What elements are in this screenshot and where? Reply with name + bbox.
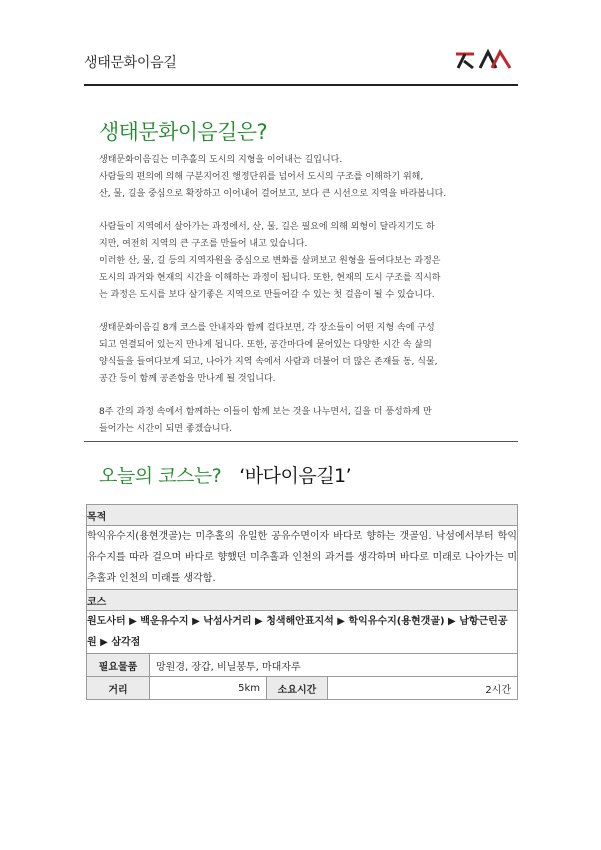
intro-line: 생태문화이음길 8개 코스를 안내자와 함께 걸다보면, 각 장소들이 어떤 지형 속에 구성 bbox=[99, 323, 435, 333]
intro-paragraph-4 bbox=[99, 404, 507, 438]
intro-paragraph-3 bbox=[99, 320, 507, 388]
purpose-label: 목적 bbox=[87, 505, 518, 526]
intro-line: 8주 간의 과정 속에서 함께하는 이들이 함께 보는 것을 나누면서, 길을 더 풍성하게 만 bbox=[99, 407, 432, 417]
course-heading-name: ‘바다이음길1’ bbox=[239, 465, 352, 487]
intro-line: 이러한 산, 물, 길 등의 지역자원을 중심으로 변화를 살펴보고 원형을 들여다보는 과정은 bbox=[99, 256, 441, 266]
intro-line: 양식들을 들여다보게 되고, 나아가 지역 속에서 사람과 더불어 더 많은 존재들 동, 식물, bbox=[99, 357, 438, 367]
time-label: 소요시간 bbox=[267, 677, 328, 700]
supplies-label: 필요물품 bbox=[87, 654, 150, 677]
header-divider bbox=[84, 84, 518, 86]
section-divider bbox=[84, 441, 518, 442]
intro-paragraph-1 bbox=[99, 152, 507, 203]
intro-line: 사람들의 편의에 의해 구분지어진 행정단위를 넘어서 도시의 구조를 이해하기 위해, bbox=[99, 172, 424, 182]
intro-line: 공간 등이 함께 공존함을 만나게 될 것입니다. bbox=[99, 374, 276, 384]
time-value: 2시간 bbox=[328, 677, 518, 700]
distance-label: 거리 bbox=[87, 677, 150, 700]
distance-value: 5km bbox=[150, 677, 267, 700]
intro-line: 생태문화이음길는 미추홀의 도시의 지형을 이어내는 길입니다. bbox=[99, 155, 343, 165]
course-heading bbox=[99, 461, 351, 488]
intro-line: 도시의 과거와 현재의 시간을 이해하는 과정이 됩니다. 또한, 현재의 도시 구조를 직시하 bbox=[99, 273, 441, 283]
intro-paragraph-2 bbox=[99, 219, 507, 304]
course-label: 코스 bbox=[87, 590, 518, 611]
intro-line: 는 과정은 도시를 보다 살기좋은 지역으로 만들어갈 수 있는 첫 걸음이 될 수 있습니다. bbox=[99, 290, 435, 300]
intro-line: 들어가는 시간이 되면 좋겠습니다. bbox=[99, 424, 233, 434]
course-heading-prefix: 오늘의 코스는? bbox=[99, 465, 222, 487]
intro-line: 지만, 여전히 지역의 큰 구조를 만들어 내고 있습니다. bbox=[99, 239, 308, 249]
intro-heading: 생태문화이음길은? bbox=[99, 120, 268, 144]
intro-line: 사람들이 지역에서 살아가는 과정에서, 산, 물, 길은 필요에 의해 외형이 달라지기도 하 bbox=[99, 222, 435, 232]
course-info-table bbox=[86, 504, 518, 700]
header-title: 생태문화이음길 bbox=[84, 55, 177, 71]
intro-line: 되고 연결되어 있는지 만나게 됩니다. 또한, 공간마다에 묻어있는 다양한 시간 속 삶의 bbox=[99, 340, 432, 350]
intro-body bbox=[99, 152, 507, 454]
purpose-text: 학익유수지(용현갯골)는 미추홀의 유일한 공유수면이자 바다로 향하는 갯골임. 낙섬에서부터 학익유수지를 따라 걸으며 바다로 향했던 미추홀과 인천의 과거를 생각하며 바다로 미래로 나아가는 미추홀과 인천의 미래를 생각함. bbox=[87, 526, 518, 590]
supplies-value: 망원경, 장갑, 비닐봉투, 마대자루 bbox=[150, 654, 518, 677]
course-route: 원도사터 ▶ 백운유수지 ▶ 낙섬사거리 ▶ 청색해안표지석 ▶ 학익유수지(용현갯골) ▶ 남항근린공원 ▶ 삼각점 bbox=[87, 611, 518, 654]
logo-icon bbox=[452, 48, 514, 72]
intro-line: 산, 물, 길을 중심으로 확장하고 이어내어 걸어보고, 보다 큰 시선으로 지역을 바라봅니다. bbox=[99, 189, 447, 199]
